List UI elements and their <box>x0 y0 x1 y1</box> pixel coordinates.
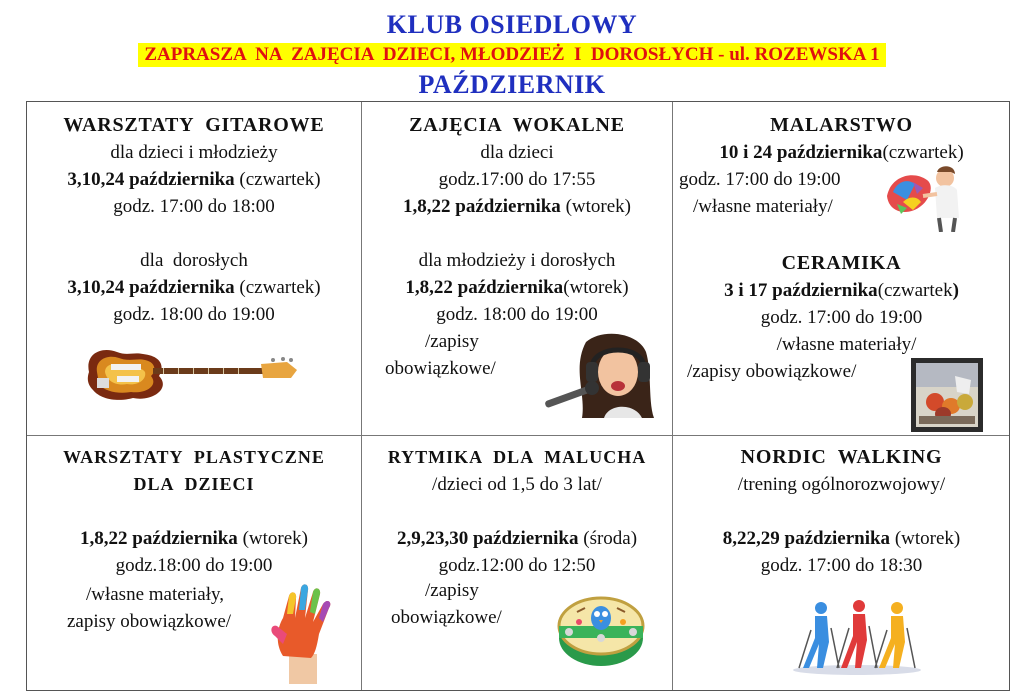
cell-rhythm <box>362 444 672 579</box>
dates-text: 1,8,22 października (wtorek) <box>403 196 631 217</box>
cell-art <box>27 444 361 579</box>
tambourine-icon <box>555 582 647 674</box>
cell-heading: NORDIC WALKING <box>740 446 943 468</box>
note-text: /własne materiały/ <box>693 196 833 217</box>
audience-text: /dzieci od 1,5 do 3 lat/ <box>432 474 602 495</box>
dates-text: 3,10,24 października (czwartek) <box>67 169 321 190</box>
art-note <box>39 581 259 635</box>
note-text: /własne materiały, <box>85 584 225 605</box>
cell-painting <box>673 112 1010 166</box>
audience-text: dla dorosłych <box>140 250 248 271</box>
audience-text: dla dzieci <box>480 142 554 163</box>
cell-nordic <box>673 444 1010 579</box>
month-title: PAŹDZIERNIK <box>418 70 606 99</box>
time-text: godz. 18:00 do 19:00 <box>436 304 598 325</box>
dates-text: 3,10,24 października (czwartek) <box>67 277 321 298</box>
time-text: godz. 17:00 do 19:00 <box>679 169 841 190</box>
grid-divider <box>27 435 1009 436</box>
dates-text: 3 i 17 października(czwartek) <box>724 280 959 301</box>
note-text: /zapisy <box>425 331 479 352</box>
singer-icon <box>542 332 672 418</box>
note-text: /zapisy <box>425 580 479 601</box>
dates-text: 1,8,22 października (wtorek) <box>80 528 308 549</box>
invite-banner <box>0 43 1024 67</box>
grid-divider <box>672 102 673 690</box>
audience-text: dla młodzieży i dorosłych <box>418 250 616 271</box>
nordic-walkers-icon <box>787 598 927 678</box>
cell-heading: MALARSTWO <box>770 114 913 136</box>
club-title: KLUB OSIEDLOWY <box>386 10 638 39</box>
time-text: godz. 17:00 do 18:30 <box>760 555 923 576</box>
note-text: obowiązkowe/ <box>385 358 496 379</box>
dates-text: 1,8,22 października(wtorek) <box>405 277 629 298</box>
time-text: godz. 18:00 do 19:00 <box>113 304 275 325</box>
poster-header <box>0 0 1024 102</box>
dates-text: 8,22,29 października (wtorek) <box>722 528 961 549</box>
guitar-icon <box>83 342 303 406</box>
ceramics-note <box>687 358 907 385</box>
invite-text: ZAPRASZA NA ZAJĘCIA DZIECI, MŁODZIEŻ I DOROSŁYCH - ul. ROZEWSKA 1 <box>138 43 885 67</box>
time-text: godz. 17:00 do 18:00 <box>113 196 275 217</box>
time-text: godz. 17:00 do 19:00 <box>760 307 923 328</box>
audience-text: /trening ogólnorozwojowy/ <box>737 474 946 495</box>
note-text: /zapisy obowiązkowe/ <box>687 361 857 382</box>
time-text: godz.17:00 do 17:55 <box>438 169 596 190</box>
time-text: godz.12:00 do 12:50 <box>438 555 596 576</box>
ceramics-painting-icon <box>911 358 983 432</box>
cell-heading: WARSZTATY PLASTYCZNE <box>63 447 325 467</box>
note-text: /własne materiały/ <box>776 334 917 355</box>
painter-icon <box>883 166 973 232</box>
cell-vocal <box>362 112 672 328</box>
vocal-note <box>385 328 557 382</box>
painting-details <box>679 166 899 220</box>
cell-heading: CERAMIKA <box>781 252 902 274</box>
cell-heading: RYTMIKA DLA MALUCHA <box>387 447 647 467</box>
cell-heading: ZAJĘCIA WOKALNE <box>409 114 625 136</box>
time-text: godz.18:00 do 19:00 <box>115 555 273 576</box>
schedule-grid <box>26 101 1010 691</box>
note-text: zapisy obowiązkowe/ <box>66 611 232 632</box>
dates-text: 10 i 24 października(czwartek) <box>719 142 964 163</box>
cell-ceramics <box>673 250 1010 358</box>
painted-hand-icon <box>265 584 339 684</box>
cell-guitar <box>27 112 361 328</box>
cell-heading: WARSZTATY GITAROWE <box>63 114 325 136</box>
cell-heading: DLA DZIECI <box>133 474 255 494</box>
dates-text: 2,9,23,30 października (środa) <box>396 528 638 549</box>
audience-text: dla dzieci i młodzieży <box>110 142 278 163</box>
rhythm-note <box>391 577 557 631</box>
note-text: obowiązkowe/ <box>391 607 502 628</box>
